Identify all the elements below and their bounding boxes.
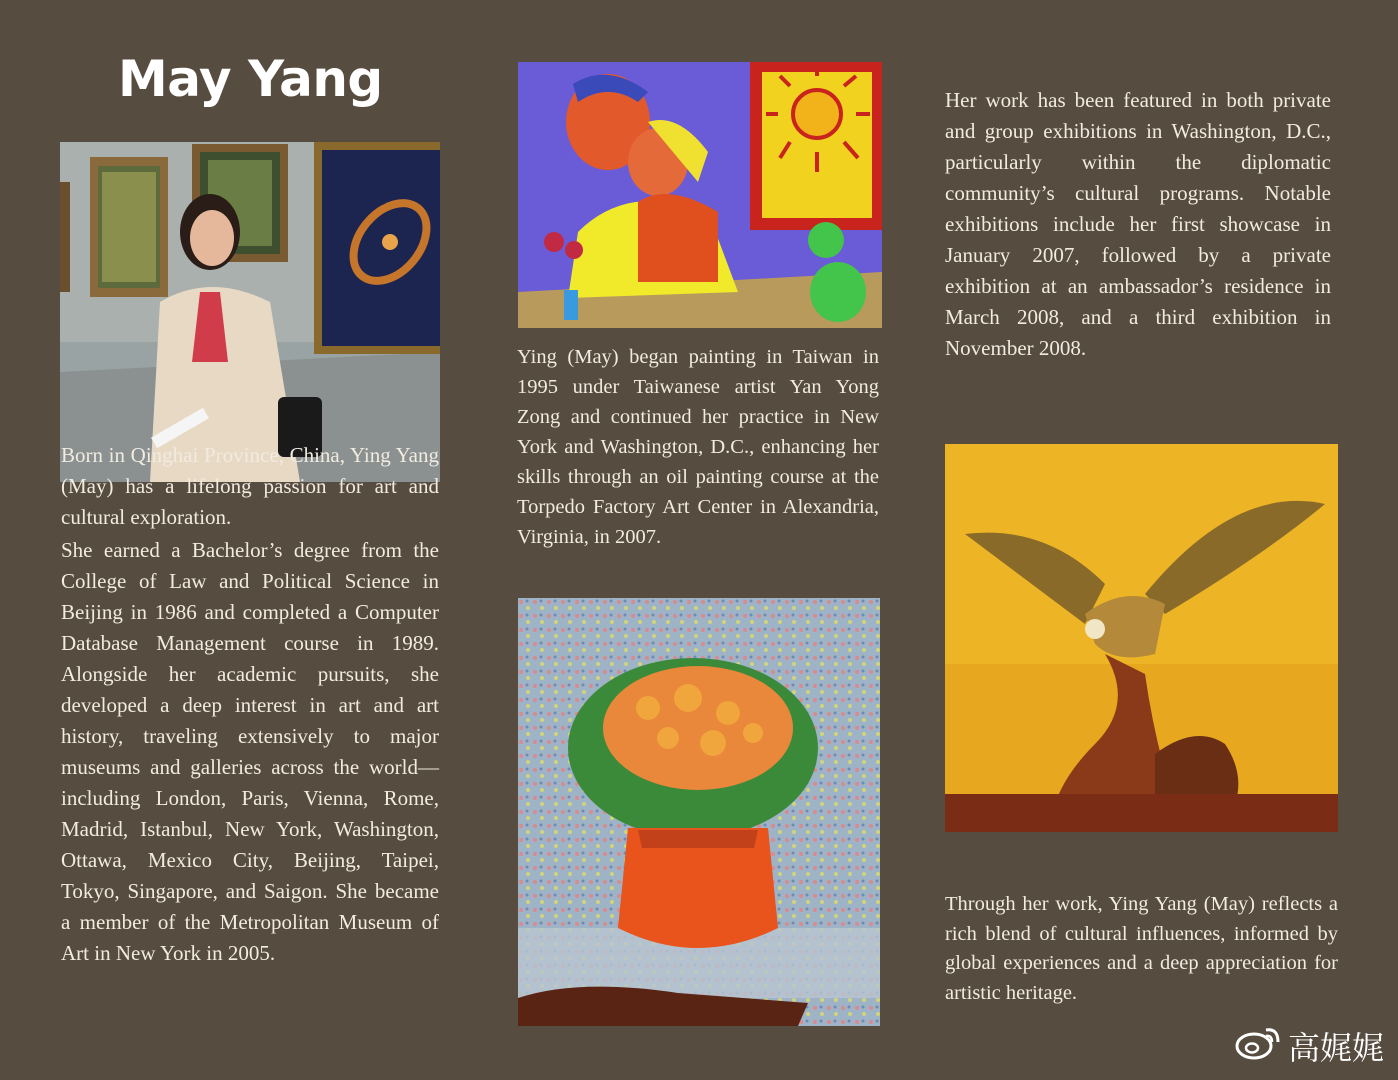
watermark-text: 高娓娓 bbox=[1287, 1029, 1384, 1067]
painting-history-paragraph: Ying (May) began painting in Taiwan in 1995 under Taiwanese artist Yan Yong Zong and continued her practice in New York and Washington, D.C., enhancing her skills through an oil painting course at the Torpedo Factory Art Center in Alexandria, Virginia, in 2007. bbox=[517, 346, 879, 548]
weibo-icon bbox=[1234, 1022, 1282, 1070]
page-title: May Yang bbox=[118, 50, 383, 108]
exhibitions-paragraph: Her work has been featured in both private and group exhibitions in Washington, D.C., particularly within the diplomatic community’s cultural programs. Notable exhibitions include her first showcase in January 2007, followed by a private exhibition at an ambassador’s residence in March 2008, and a third exhibition in November 2008. bbox=[945, 88, 1331, 360]
painting-family-sun bbox=[518, 62, 882, 328]
painting-flower-vase bbox=[518, 598, 880, 1026]
artist-photo bbox=[60, 142, 440, 482]
watermark bbox=[1234, 1022, 1384, 1070]
bio-paragraph-1: Born in Qinghai Province, China, Ying Yang (May) has a lifelong passion for art and cultural exploration. bbox=[61, 443, 439, 529]
bio-paragraph-2: She earned a Bachelor’s degree from the College of Law and Political Science in Beijing in 1986 and completed a Computer Database Management course in 1989. Alongside her academic pursuits, she developed a deep interest in art and art history, traveling extensively to major museums and galleries across the world—including London, Paris, Vienna, Rome, Madrid, Istanbul, New York, Washington, Ottawa, Mexico City, Beijing, Taipei, Tokyo, Singapore, and Saigon. She became a member of the Metropolitan Museum of Art in New York in 2005. bbox=[61, 538, 439, 965]
closing-paragraph: Through her work, Ying Yang (May) reflects a rich blend of cultural influences, informed by global experiences and a deep appreciation for artistic heritage. bbox=[945, 893, 1338, 1004]
painting-eagle bbox=[945, 444, 1338, 832]
